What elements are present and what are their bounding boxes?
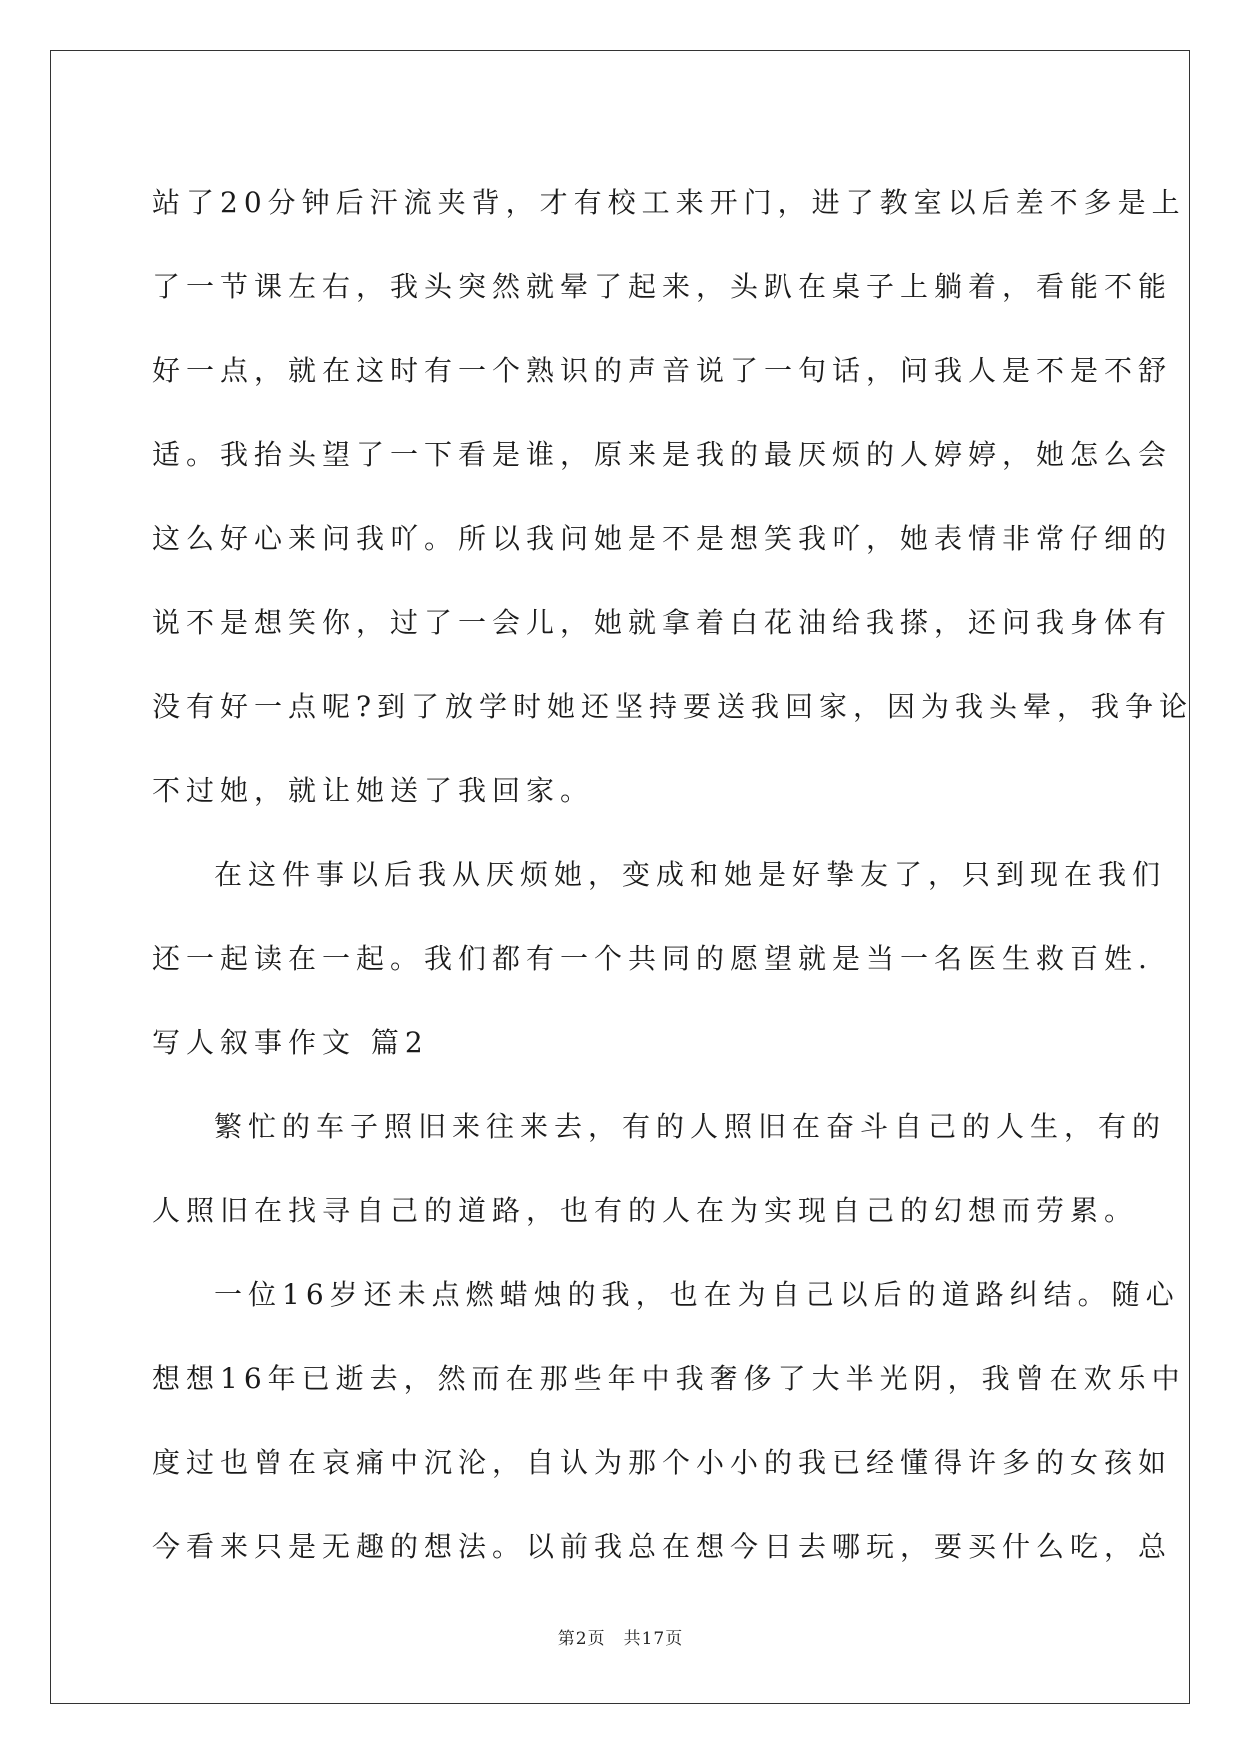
- paragraph-line: 没有好一点呢?到了放学时她还坚持要送我回家，因为我头晕，我争论: [152, 690, 1194, 723]
- paragraph-line: 适。我抬头望了一下看是谁，原来是我的最厌烦的人婷婷，她怎么会: [152, 438, 1173, 471]
- page-number: 第2页: [557, 1629, 606, 1649]
- paragraph-line: 不过她，就让她送了我回家。: [152, 774, 595, 807]
- paragraph-line: 站了20分钟后汗流夹背，才有校工来开门，进了教室以后差不多是上: [152, 186, 1186, 219]
- document-body: [152, 161, 1194, 1589]
- page-total: 共17页: [623, 1629, 684, 1649]
- paragraph-line: 一位16岁还未点燃蜡烛的我，也在为自己以后的道路纠结。随心: [214, 1278, 1180, 1311]
- paragraph-line: 想想16年已逝去，然而在那些年中我奢侈了大半光阴，我曾在欢乐中: [152, 1362, 1186, 1395]
- page-footer: [0, 1624, 1241, 1649]
- paragraph-line: 人照旧在找寻自己的道路，也有的人在为实现自己的幻想而劳累。: [152, 1194, 1139, 1227]
- paragraph-line: 好一点，就在这时有一个熟识的声音说了一句话，问我人是不是不舒: [152, 354, 1173, 387]
- paragraph-line: 度过也曾在哀痛中沉沦，自认为那个小小的我已经懂得许多的女孩如: [152, 1446, 1173, 1479]
- paragraph-line: 了一节课左右，我头突然就晕了起来，头趴在桌子上躺着，看能不能: [152, 270, 1173, 303]
- section-heading: 写人叙事作文 篇2: [152, 1026, 429, 1059]
- paragraph-line: 繁忙的车子照旧来往来去，有的人照旧在奋斗自己的人生，有的: [214, 1110, 1167, 1143]
- paragraph-line: 还一起读在一起。我们都有一个共同的愿望就是当一名医生救百姓.: [152, 942, 1153, 975]
- paragraph-line: 今看来只是无趣的想法。以前我总在想今日去哪玩，要买什么吃，总: [152, 1530, 1173, 1563]
- paragraph-line: 在这件事以后我从厌烦她，变成和她是好挚友了，只到现在我们: [214, 858, 1167, 891]
- paragraph-line: 这么好心来问我吖。所以我问她是不是想笑我吖，她表情非常仔细的: [152, 522, 1173, 555]
- paragraph-line: 说不是想笑你，过了一会儿，她就拿着白花油给我搽，还问我身体有: [152, 606, 1173, 639]
